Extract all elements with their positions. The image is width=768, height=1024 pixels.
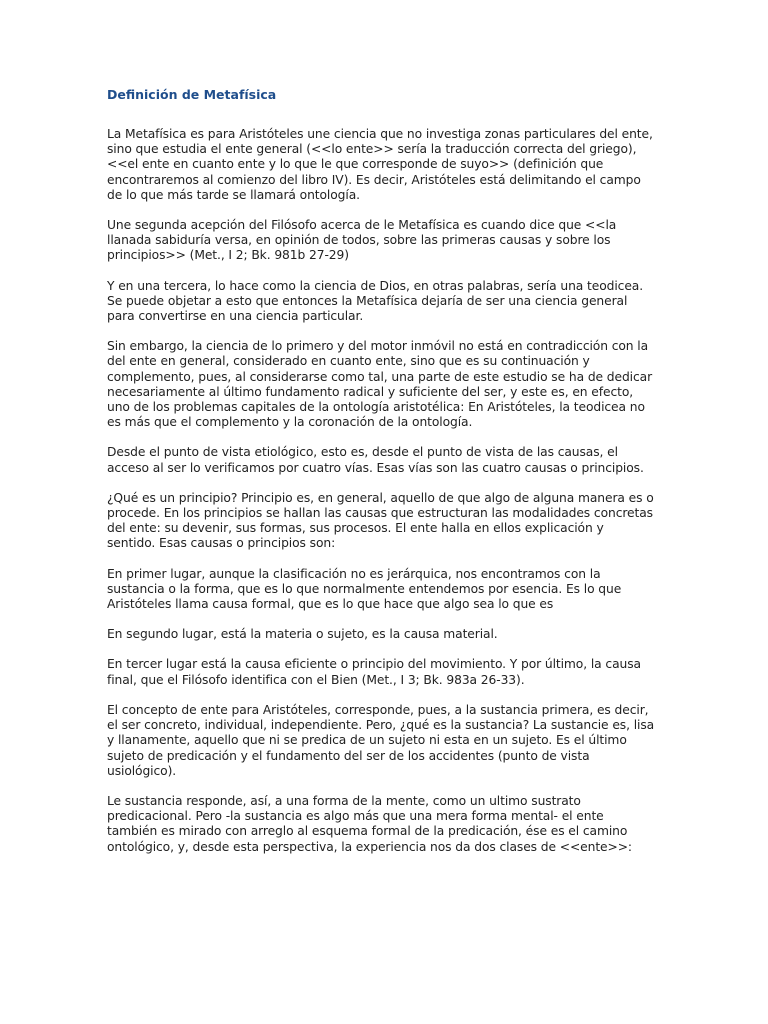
paragraph: Y en una tercera, lo hace como la ciencia de Dios, en otras palabras, sería una teodicea. Se puede objetar a esto que entonces la Metafísica dejaría de ser una ciencia general para convertirse en una ciencia particular. <box>107 278 644 324</box>
paragraph: Sin embargo, la ciencia de lo primero y del motor inmóvil no está en contradicción con la del ente en general, considerado en cuanto ente, sino que es su continuación y complemento, pues, al considerarse como tal, una parte de este estudio se ha de dedicar necesariamente al último fundamento radical y suficiente del ser, y este es, en efecto, uno de los problemas capitales de la ontología aristotélica: En Aristóteles, la teodicea no es más que el complemento y la coronación de la ontología. <box>107 339 653 430</box>
document-page <box>107 86 655 870</box>
paragraph: Le sustancia responde, así, a una forma de la mente, como un ultimo sustrato predicacional. Pero -la sustancia es algo más que una mera forma mental- el ente también es mirado con arreglo al esquema formal de la predicación, ése es el camino ontológico, y, desde esta perspectiva, la experiencia nos da dos clases de <<ente>>: <box>107 793 632 854</box>
paragraph: Une segunda acepción del Filósofo acerca de le Metafísica es cuando dice que <<la llanada sabiduría versa, en opinión de todos, sobre las primeras causas y sobre los principios>> (Met., I 2; Bk. 981b 27-29) <box>107 218 617 263</box>
document-title: Definición de Metafísica <box>107 87 277 102</box>
paragraph: En segundo lugar, está la materia o sujeto, es la causa material. <box>107 627 498 642</box>
paragraph: Desde el punto de vista etiológico, esto es, desde el punto de vista de las causas, el acceso al ser lo verificamos por cuatro vías. Esas vías son las cuatro causas o principios. <box>107 445 644 475</box>
paragraph: La Metafísica es para Aristóteles une ciencia que no investiga zonas particulares del ente, sino que estudia el ente general (<<lo ente>> sería la traducción correcta del griego), <<el ente en cuanto ente y lo que le que corresponde de suyo>> (definición que encontraremos al comienzo del libro IV). Es decir, Aristóteles está delimitando el campo de lo que más tarde se llamará ontología. <box>107 127 653 202</box>
paragraph: En primer lugar, aunque la clasificación no es jerárquica, nos encontramos con la sustancia o la forma, que es lo que normalmente entendemos por esencia. Es lo que Aristóteles llama causa formal, que es lo que hace que algo sea lo que es <box>107 566 622 612</box>
paragraph: ¿Qué es un principio? Principio es, en general, aquello de que algo de alguna manera es o procede. En los principios se hallan las causas que estructuran las modalidades concretas del ente: su devenir, sus formas, sus procesos. El ente halla en ellos explicación y sentido. Esas causas o principios son: <box>107 490 654 551</box>
paragraph: En tercer lugar está la causa eficiente o principio del movimiento. Y por último, la causa final, que el Filósofo identifica con el Bien (Met., I 3; Bk. 983a 26-33). <box>107 657 641 687</box>
paragraph: El concepto de ente para Aristóteles, corresponde, pues, a la sustancia primera, es decir, el ser concreto, individual, independiente. Pero, ¿qué es la sustancia? La sustancie es, lisa y llanamente, aquello que ni se predica de un sujeto ni esta en un sujeto. Es el último sujeto de predicación y el fundamento del ser de los accidentes (punto de vista usiológico). <box>107 702 655 778</box>
